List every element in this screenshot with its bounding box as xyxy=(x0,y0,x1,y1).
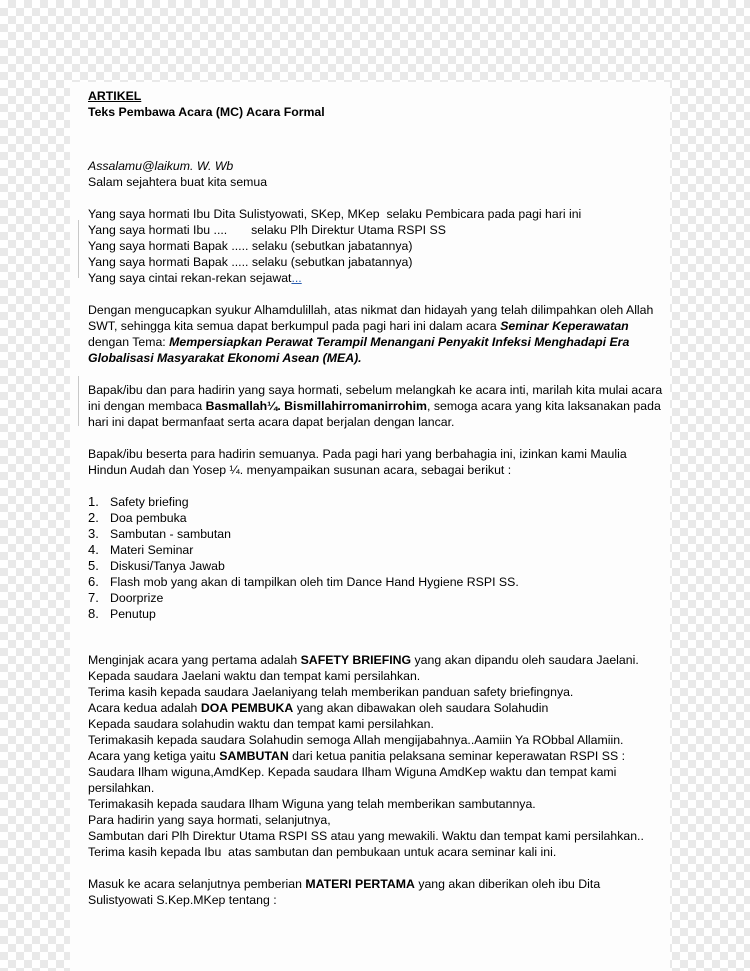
list-text: Safety briefing xyxy=(110,495,189,509)
list-text: Diskusi/Tanya Jawab xyxy=(110,559,225,573)
list-number: 8. xyxy=(88,606,99,621)
safety-briefing-bold: SAFETY BRIEFING xyxy=(300,653,412,667)
basmallah-line: Bapak/ibu dan para hadirin yang saya hormati, sebelum melangkah ke acara inti, marilah kita mulai acara xyxy=(88,383,663,397)
proceedings-line: persilahkan. xyxy=(88,781,155,795)
hormat-line-cintai xyxy=(88,270,663,286)
proceedings-text: yang akan dibawakan oleh saudara Solahudin xyxy=(293,701,549,715)
doa-pembuka-bold: DOA PEMBUKA xyxy=(200,701,294,715)
proceedings-line xyxy=(88,652,663,668)
list-item xyxy=(88,606,663,622)
proceedings-line: Kepada saudara Jaelani waktu dan tempat kami persilahkan. xyxy=(88,669,421,683)
basmallah-line xyxy=(88,398,663,414)
basmallah-text: lancar. xyxy=(414,415,455,429)
list-number: 2. xyxy=(88,510,99,525)
proceedings-line: Sambutan dari Plh Direktur Utama RSPI SS atau yang mewakili. Waktu dan tempat kami persilahkan.. xyxy=(88,829,644,843)
list-number: 4. xyxy=(88,542,99,557)
proceedings-line: Terima kasih kepada Ibu atas sambutan dan pembukaan untuk acara seminar kali ini. xyxy=(88,845,557,859)
margin-change-bar xyxy=(78,376,79,426)
hormat-line: Yang saya hormati Ibu .... selaku Plh Direktur Utama RSPI SS xyxy=(88,223,446,237)
materi-text: yang akan diberikan oleh ibu Dita xyxy=(414,877,601,891)
syukur-line xyxy=(88,334,663,350)
basmallah-text: hari ini dapat bermanfaat serta acara dapat berjalan dengan xyxy=(88,415,415,429)
list-item xyxy=(88,558,663,574)
event-theme-cont: Globalisasi Masyarakat Ekonomi Asean (MEA). xyxy=(88,351,362,365)
agenda-list xyxy=(88,494,663,622)
proceedings-line: Terima kasih kepada saudara Jaelaniyang telah memberikan panduan safety briefingnya. xyxy=(88,685,574,699)
basmallah-text: , semoga acara yang kita laksanakan pada xyxy=(427,399,661,413)
proceedings-line xyxy=(88,700,663,716)
susunan-line: Bapak/ibu beserta para hadirin semuanya. Pada pagi hari yang berbahagia ini, izinkan kami Maulia xyxy=(88,447,627,461)
list-number: 6. xyxy=(88,574,99,589)
list-text: Penutup xyxy=(110,607,156,621)
materi-line: Sulistyowati S.Kep.MKep tentang : xyxy=(88,893,277,907)
sambutan-bold: SAMBUTAN xyxy=(219,749,289,763)
article-title: Teks Pembawa Acara (MC) Acara Formal xyxy=(88,105,325,119)
proceedings-line: Terimakasih kepada saudara Solahudin semoga Allah mengijabahnya..Aamiin Ya RObbal Allamiin. xyxy=(88,733,624,747)
basmallah-text: ini dengan membaca xyxy=(88,399,206,413)
list-number: 1. xyxy=(88,494,99,509)
ellipsis-link[interactable]: ... xyxy=(291,271,302,285)
hormat-line: Yang saya hormati Ibu Dita Sulistyowati, SKep, MKep selaku Pembicara pada pagi hari ini xyxy=(88,207,582,221)
syukur-line: Dengan mengucapkan syukur Alhamdulillah, atas nikmat dan hidayah yang telah dilimpahkan oleh Allah xyxy=(88,303,654,317)
proceedings-line: Terimakasih kepada saudara Ilham Wiguna yang telah memberikan sambutannya. xyxy=(88,797,536,811)
document-body xyxy=(88,88,663,908)
basmallah-line xyxy=(88,414,663,430)
greeting-sejahtera: Salam sejahtera buat kita semua xyxy=(88,175,268,189)
event-theme: Mempersiapkan Perawat Terampil Menangani Penyakit Infeksi Menghadapi Era xyxy=(169,335,630,349)
syukur-text: dengan Tema: xyxy=(88,335,170,349)
hormat-line: Yang saya hormati Bapak ..... selaku (sebutkan jabatannya) xyxy=(88,239,413,253)
margin-change-bar xyxy=(78,220,79,278)
list-text: Flash mob yang akan di tampilkan oleh tim Dance Hand Hygiene RSPI SS. xyxy=(110,575,519,589)
cintai-text: Yang saya cintai rekan-rekan sejawat xyxy=(88,271,292,285)
proceedings-text: Menginjak acara yang pertama adalah xyxy=(88,653,301,667)
list-item xyxy=(88,574,663,590)
proceedings-line: Saudara Ilham wiguna,AmdKep. Kepada saudara Ilham Wiguna AmdKep waktu dan tempat kami xyxy=(88,765,617,779)
proceedings-line: Para hadirin yang saya hormati, selanjutnya, xyxy=(88,813,331,827)
list-text: Materi Seminar xyxy=(110,543,194,557)
list-text: Sambutan - sambutan xyxy=(110,527,231,541)
syukur-line xyxy=(88,318,663,334)
proceedings-text: Acara yang ketiga yaitu xyxy=(88,749,220,763)
proceedings-text: dari ketua panitia pelaksana seminar keperawatan RSPI SS : xyxy=(288,749,626,763)
proceedings-text: Acara kedua adalah xyxy=(88,701,201,715)
hormat-line: Yang saya hormati Bapak ..... selaku (sebutkan jabatannya) xyxy=(88,255,413,269)
list-number: 3. xyxy=(88,526,99,541)
susunan-line: Hindun Audah dan Yosep ¼. menyampaikan susunan acara, sebagai berikut : xyxy=(88,463,512,477)
materi-text: Masuk ke acara selanjutnya pemberian xyxy=(88,877,306,891)
list-text: Doa pembuka xyxy=(110,511,187,525)
basmallah-bold: Basmallah¼. Bismillahirromanirrohim xyxy=(205,399,427,413)
proceedings-text: yang akan dipandu oleh saudara Jaelani. xyxy=(411,653,639,667)
article-label: ARTIKEL xyxy=(88,89,142,103)
syukur-text: SWT, sehingga kita semua dapat berkumpul pada pagi hari ini dalam acara xyxy=(88,319,501,333)
list-item xyxy=(88,510,663,526)
proceedings-line: Kepada saudara solahudin waktu dan tempat kami persilahkan. xyxy=(88,717,434,731)
list-item xyxy=(88,494,663,510)
proceedings-line xyxy=(88,748,663,764)
event-name: Seminar Keperawatan xyxy=(500,319,629,333)
list-item xyxy=(88,590,663,606)
list-number: 5. xyxy=(88,558,99,573)
greeting-salam: Assalamu@laikum. W. Wb xyxy=(88,159,234,173)
materi-pertama-bold: MATERI PERTAMA xyxy=(305,877,415,891)
list-item xyxy=(88,526,663,542)
list-item xyxy=(88,542,663,558)
materi-line xyxy=(88,876,663,892)
list-text: Doorprize xyxy=(110,591,164,605)
list-number: 7. xyxy=(88,590,99,605)
